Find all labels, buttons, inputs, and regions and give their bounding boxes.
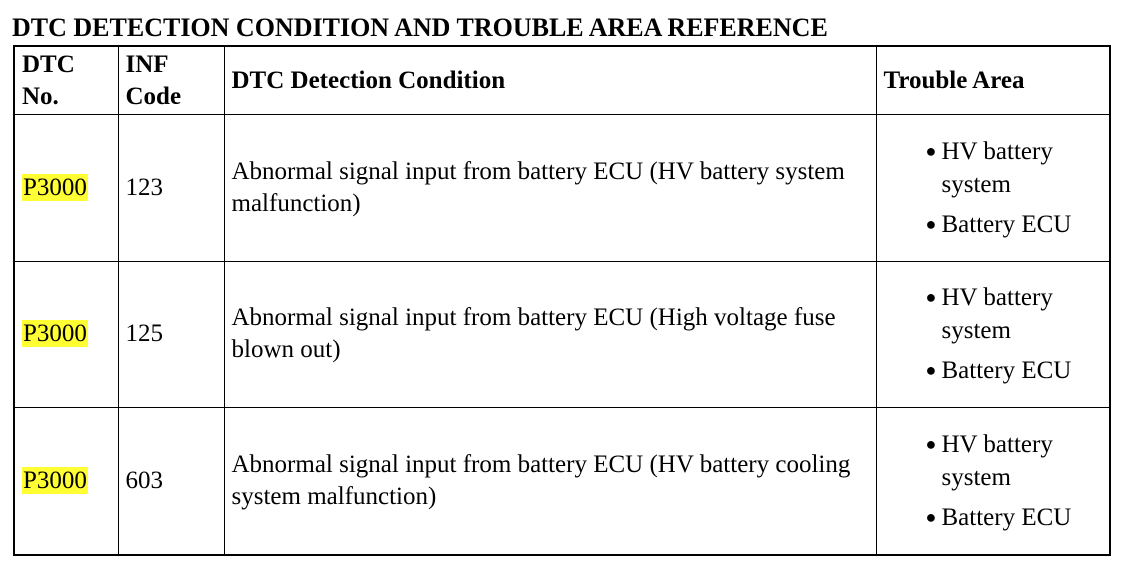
trouble-area-item-label: HV battery system: [941, 431, 1053, 492]
bullet-icon: ●: [925, 434, 937, 455]
trouble-area-list: [884, 281, 1110, 387]
trouble-area-item-label: HV battery system: [941, 284, 1053, 345]
table-row: [14, 261, 1110, 408]
table-row: [14, 408, 1110, 555]
trouble-area-item-label: Battery ECU: [941, 357, 1072, 385]
table-header-row: [14, 46, 1110, 115]
bullet-icon: ●: [925, 360, 937, 381]
dtc-no-cell: [14, 115, 118, 262]
dtc-no-cell: [14, 261, 118, 408]
trouble-area-list: [884, 135, 1110, 241]
trouble-area-item: [884, 281, 1110, 347]
detection-condition-cell: Abnormal signal input from battery ECU (High voltage fuse blown out): [224, 261, 876, 408]
header-dtc-no: DTC No.: [14, 46, 118, 115]
dtc-code-highlight: P3000: [23, 173, 87, 201]
dtc-reference-table: [13, 45, 1111, 556]
bullet-icon: ●: [925, 287, 937, 308]
document-title: DTC DETECTION CONDITION AND TROUBLE AREA REFERENCE: [12, 13, 828, 42]
trouble-area-item: [884, 501, 1110, 534]
trouble-area-cell: [876, 115, 1110, 262]
bullet-icon: ●: [925, 507, 937, 528]
trouble-area-list: [884, 428, 1110, 534]
inf-code-cell: 123: [118, 115, 224, 262]
trouble-area-item-label: Battery ECU: [941, 210, 1072, 238]
inf-code-cell: 125: [118, 261, 224, 408]
header-trouble-area: Trouble Area: [876, 46, 1110, 115]
trouble-area-item-label: HV battery system: [941, 137, 1053, 198]
dtc-no-cell: [14, 408, 118, 555]
detection-condition-cell: Abnormal signal input from battery ECU (HV battery cooling system malfunction): [224, 408, 876, 555]
trouble-area-item-label: Battery ECU: [941, 504, 1072, 532]
dtc-code-highlight: P3000: [23, 467, 87, 495]
trouble-area-cell: [876, 261, 1110, 408]
trouble-area-item: [884, 428, 1110, 494]
bullet-icon: ●: [925, 140, 937, 161]
bullet-icon: ●: [925, 213, 937, 234]
detection-condition-cell: Abnormal signal input from battery ECU (HV battery system malfunction): [224, 115, 876, 262]
trouble-area-item: [884, 208, 1110, 241]
table-row: [14, 115, 1110, 262]
trouble-area-item: [884, 354, 1110, 387]
header-inf-code: INF Code: [118, 46, 224, 115]
trouble-area-item: [884, 135, 1110, 201]
inf-code-cell: 603: [118, 408, 224, 555]
dtc-code-highlight: P3000: [23, 320, 87, 348]
header-detection-condition: DTC Detection Condition: [224, 46, 876, 115]
trouble-area-cell: [876, 408, 1110, 555]
